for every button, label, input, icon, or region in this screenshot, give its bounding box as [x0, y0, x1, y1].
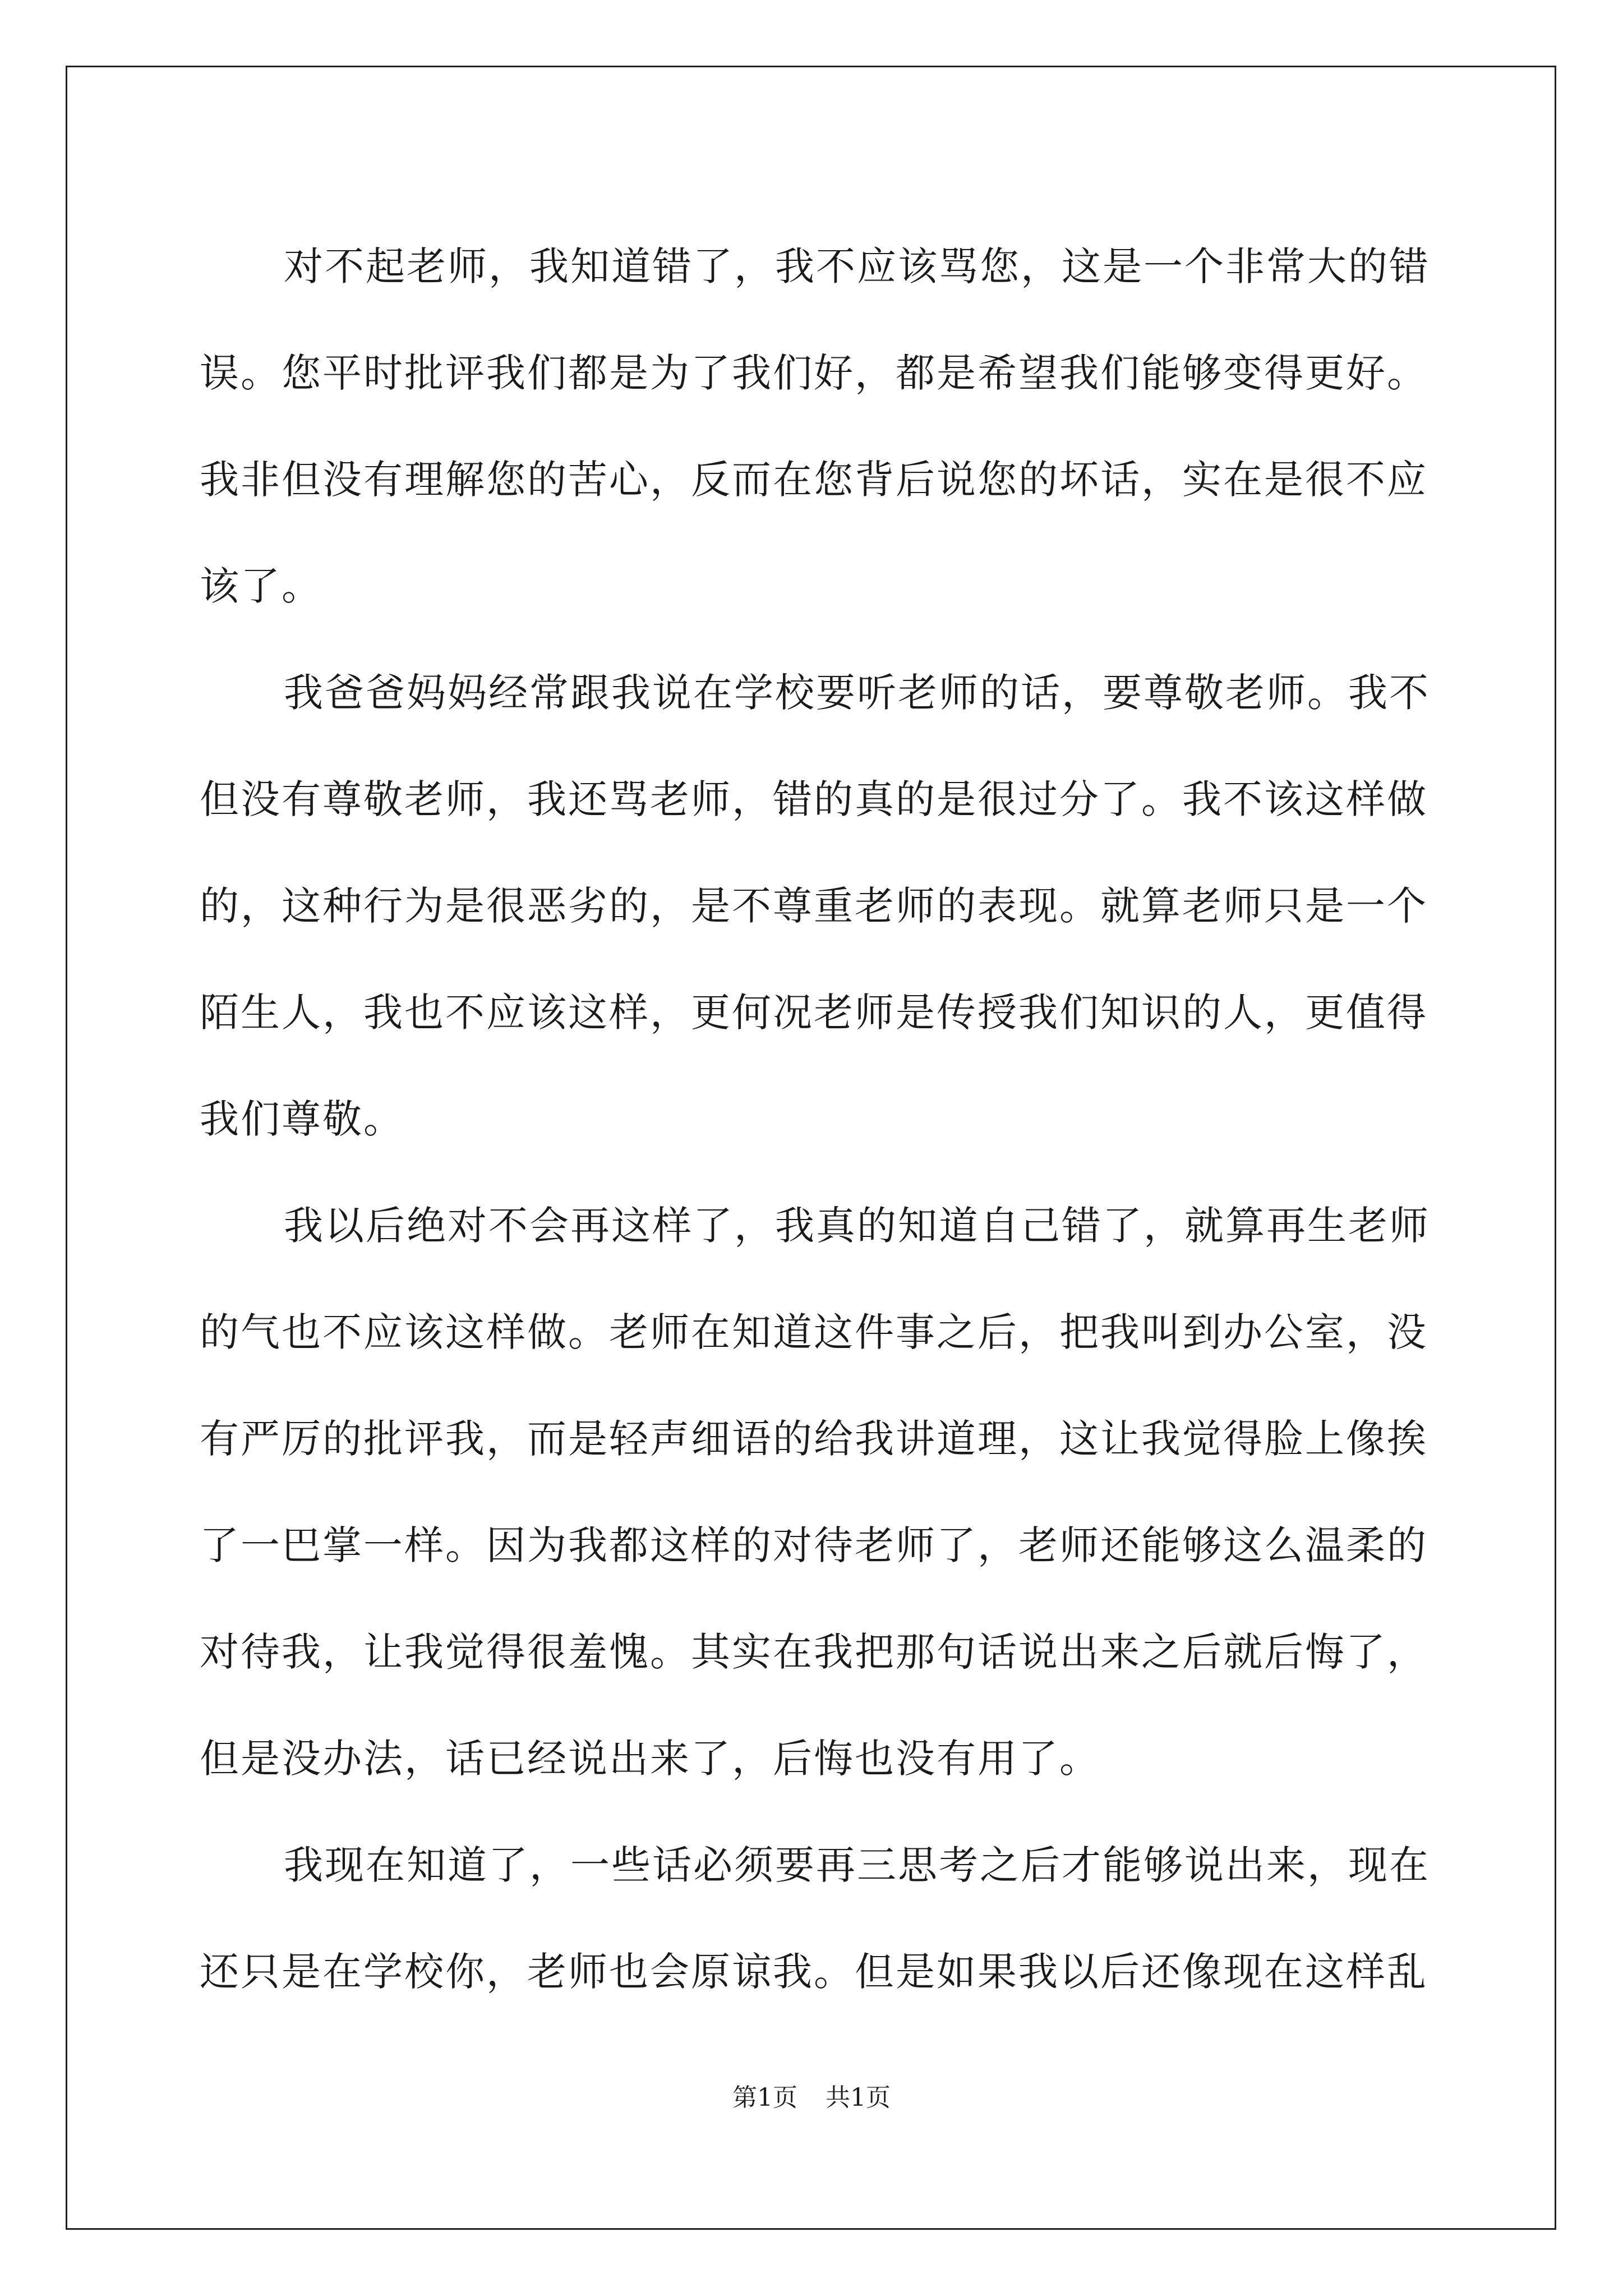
paragraph-1: [200, 213, 1430, 639]
paragraph-4: [200, 1812, 1430, 2025]
page-number: 第1页: [732, 2083, 797, 2112]
text-line: 我们尊敬。: [200, 1096, 404, 1142]
document-body: [200, 213, 1430, 2025]
text-line: 但是没办法，话已经说出来了，后悔也没有用了。: [200, 1736, 1100, 1782]
text-line: 我非但没有理解您的苦心，反而在您背后说您的坏话，实在是很不应: [200, 457, 1428, 503]
text-line: 但没有尊敬老师，我还骂老师，错的真的是很过分了。我不该这样做: [200, 776, 1428, 822]
text-line: 的，这种行为是很恶劣的，是不尊重老师的表现。就算老师只是一个: [200, 883, 1428, 929]
paragraph-3: [200, 1172, 1430, 1812]
paragraph-2: [200, 639, 1430, 1172]
text-line: 还只是在学校你，老师也会原谅我。但是如果我以后还像现在这样乱: [200, 1949, 1428, 1995]
text-line: 我现在知道了，一些话必须要再三思考之后才能够说出来，现在: [284, 1842, 1430, 1888]
page-total: 共1页: [826, 2083, 891, 2112]
text-line: 对不起老师，我知道错了，我不应该骂您，这是一个非常大的错: [284, 243, 1430, 289]
text-line: 我爸爸妈妈经常跟我说在学校要听老师的话，要尊敬老师。我不: [284, 670, 1430, 716]
text-line: 了一巴掌一样。因为我都这样的对待老师了，老师还能够这么温柔的: [200, 1522, 1428, 1568]
text-line: 的气也不应该这样做。老师在知道这件事之后，把我叫到办公室，没: [200, 1309, 1428, 1355]
text-line: 我以后绝对不会再这样了，我真的知道自己错了，就算再生老师: [284, 1203, 1430, 1249]
text-line: 误。您平时批评我们都是为了我们好，都是希望我们能够变得更好。: [200, 350, 1428, 396]
text-line: 该了。: [200, 563, 322, 609]
text-line: 陌生人，我也不应该这样，更何况老师是传授我们知识的人，更值得: [200, 990, 1428, 1036]
text-line: 对待我，让我觉得很羞愧。其实在我把那句话说出来之后就后悔了，: [200, 1629, 1428, 1675]
text-line: 有严厉的批评我，而是轻声细语的给我讲道理，这让我觉得脸上像挨: [200, 1416, 1428, 1462]
page-footer: [0, 2081, 1623, 2115]
